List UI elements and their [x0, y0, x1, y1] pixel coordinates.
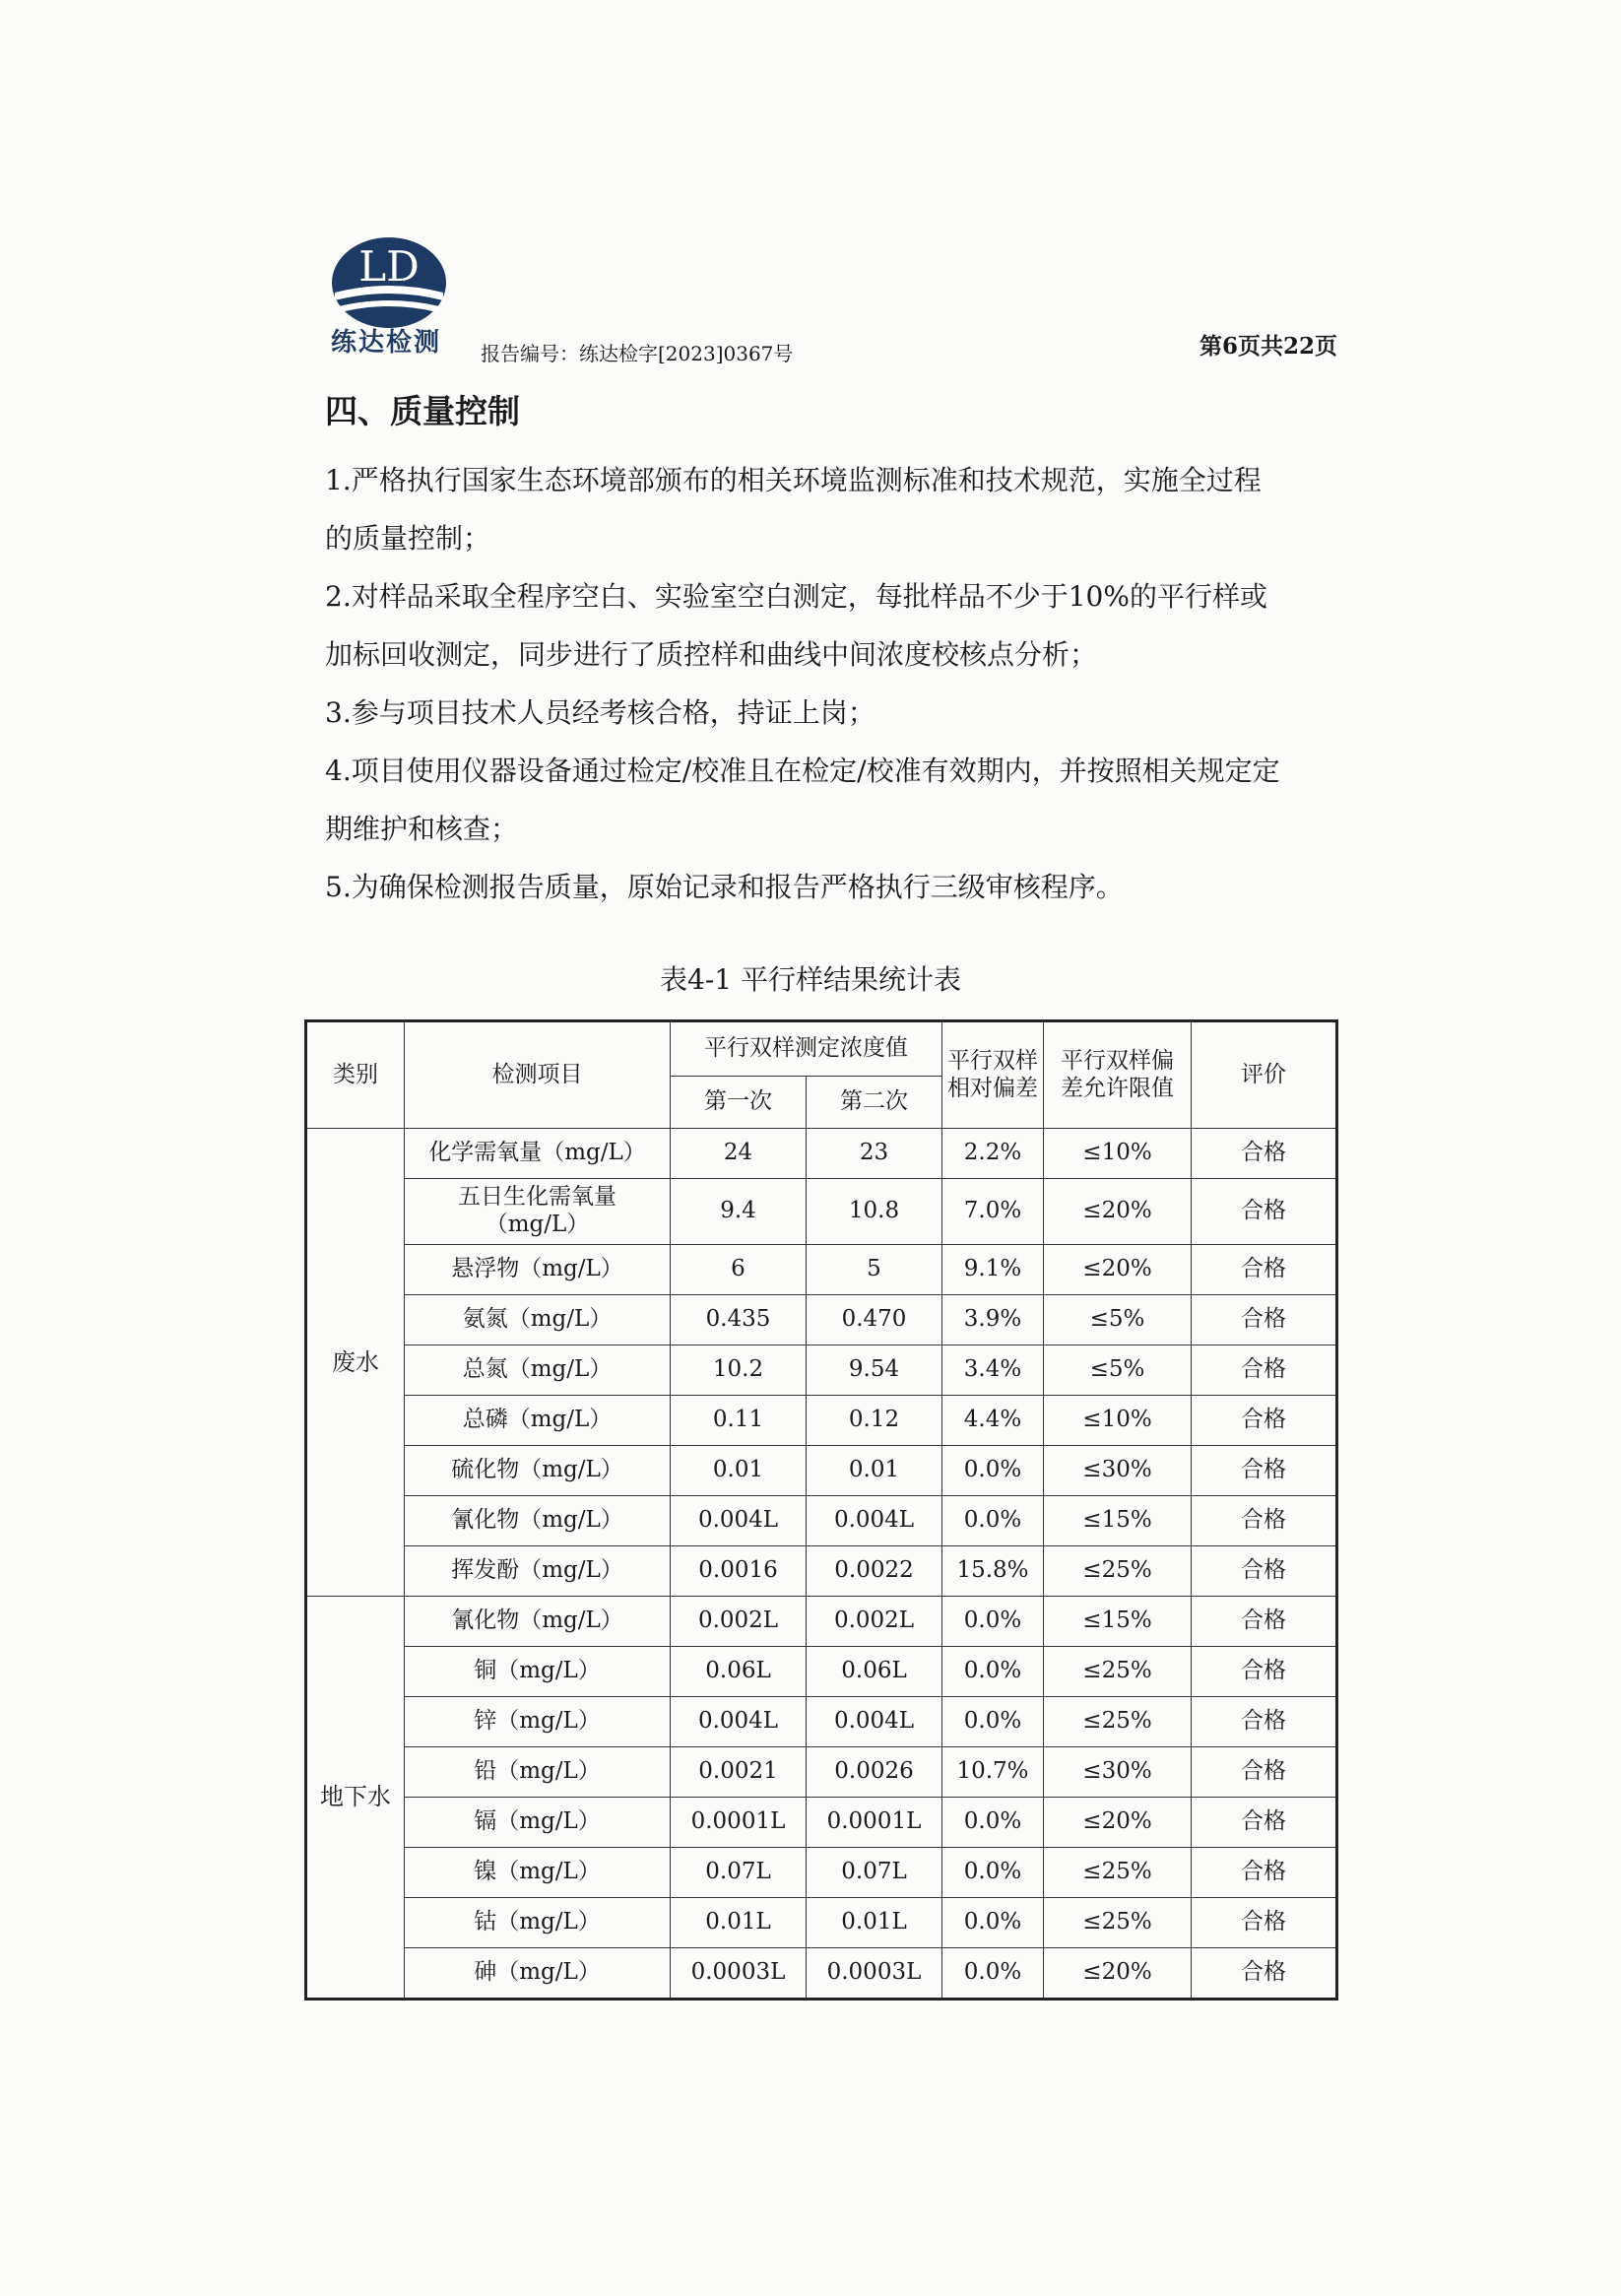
parallel-sample-table — [304, 1019, 1338, 2001]
first-cell: 0.0001L — [671, 1798, 807, 1848]
section-title: 四、质量控制 — [325, 392, 520, 430]
item-cell: 铅（mg/L） — [405, 1747, 671, 1798]
body-line: 期维护和核查； — [325, 813, 519, 845]
limit-cell: ≤10% — [1044, 1129, 1192, 1179]
header-allowed-limit-line2: 差允许限值 — [1061, 1075, 1174, 1101]
first-cell: 0.01L — [671, 1898, 807, 1948]
limit-cell: ≤25% — [1044, 1898, 1192, 1948]
first-cell: 0.004L — [671, 1697, 807, 1747]
limit-cell: ≤30% — [1044, 1446, 1192, 1496]
eval-cell: 合格 — [1192, 1647, 1337, 1697]
body-line: 的质量控制； — [325, 522, 491, 555]
second-cell: 0.004L — [807, 1697, 942, 1747]
header-relative-deviation — [942, 1021, 1044, 1129]
limit-cell: ≤25% — [1044, 1546, 1192, 1597]
first-cell: 0.0016 — [671, 1546, 807, 1597]
table-row — [306, 1129, 1337, 1179]
limit-cell: ≤20% — [1044, 1179, 1192, 1245]
rel-cell: 7.0% — [942, 1179, 1044, 1245]
header-category: 类别 — [306, 1021, 405, 1129]
second-cell: 0.01L — [807, 1898, 942, 1948]
rel-cell: 0.0% — [942, 1647, 1044, 1697]
logo-caption: 练达检测 — [331, 328, 442, 358]
eval-cell: 合格 — [1192, 1396, 1337, 1446]
table-row — [306, 1396, 1337, 1446]
report-number: 报告编号：练达检字[2023]0367号 — [481, 342, 794, 365]
rel-cell: 4.4% — [942, 1396, 1044, 1446]
category-cell: 地下水 — [306, 1597, 405, 2000]
limit-cell: ≤5% — [1044, 1295, 1192, 1345]
item-cell: 钴（mg/L） — [405, 1898, 671, 1948]
item-cell: 氨氮（mg/L） — [405, 1295, 671, 1345]
rel-cell: 3.9% — [942, 1295, 1044, 1345]
header-concentration: 平行双样测定浓度值 — [671, 1021, 942, 1077]
rel-cell: 0.0% — [942, 1848, 1044, 1898]
second-cell: 5 — [807, 1245, 942, 1295]
first-cell: 0.11 — [671, 1396, 807, 1446]
eval-cell: 合格 — [1192, 1245, 1337, 1295]
second-cell: 0.0001L — [807, 1798, 942, 1848]
rel-cell: 10.7% — [942, 1747, 1044, 1798]
item-cell: 悬浮物（mg/L） — [405, 1245, 671, 1295]
item-cell: 化学需氧量（mg/L） — [405, 1129, 671, 1179]
item-cell: 氰化物（mg/L） — [405, 1496, 671, 1546]
item-cell: 铜（mg/L） — [405, 1647, 671, 1697]
table-row — [306, 1179, 1337, 1245]
logo-letters: LD — [358, 242, 420, 291]
header-relative-deviation-line1: 平行双样 — [947, 1047, 1038, 1074]
header-relative-deviation-line2: 相对偏差 — [947, 1075, 1038, 1101]
item-cell: 镉（mg/L） — [405, 1798, 671, 1848]
eval-cell: 合格 — [1192, 1848, 1337, 1898]
header-first: 第一次 — [671, 1077, 807, 1129]
limit-cell: ≤25% — [1044, 1697, 1192, 1747]
rel-cell: 0.0% — [942, 1898, 1044, 1948]
eval-cell: 合格 — [1192, 1697, 1337, 1747]
eval-cell: 合格 — [1192, 1546, 1337, 1597]
limit-cell: ≤15% — [1044, 1597, 1192, 1647]
table-row — [306, 1948, 1337, 2000]
header-item: 检测项目 — [405, 1021, 671, 1129]
second-cell: 0.07L — [807, 1848, 942, 1898]
header-allowed-limit-line1: 平行双样偏 — [1061, 1047, 1174, 1074]
first-cell: 0.01 — [671, 1446, 807, 1496]
table-row — [306, 1798, 1337, 1848]
table-row — [306, 1496, 1337, 1546]
header-second: 第二次 — [807, 1077, 942, 1129]
limit-cell: ≤15% — [1044, 1496, 1192, 1546]
table-row — [306, 1245, 1337, 1295]
body-line: 1.严格执行国家生态环境部颁布的相关环境监测标准和技术规范，实施全过程 — [325, 464, 1262, 496]
rel-cell: 3.4% — [942, 1345, 1044, 1396]
eval-cell: 合格 — [1192, 1295, 1337, 1345]
item-cell: 锌（mg/L） — [405, 1697, 671, 1747]
header-evaluation: 评价 — [1192, 1021, 1337, 1129]
table-row — [306, 1848, 1337, 1898]
second-cell: 0.12 — [807, 1396, 942, 1446]
second-cell: 0.0022 — [807, 1546, 942, 1597]
body-line: 5.为确保检测报告质量，原始记录和报告严格执行三级审核程序。 — [325, 871, 1124, 903]
category-cell: 废水 — [306, 1129, 405, 1597]
limit-cell: ≤10% — [1044, 1396, 1192, 1446]
eval-cell: 合格 — [1192, 1179, 1337, 1245]
item-cell: 挥发酚（mg/L） — [405, 1546, 671, 1597]
second-cell: 0.06L — [807, 1647, 942, 1697]
item-cell: 硫化物（mg/L） — [405, 1446, 671, 1496]
eval-cell: 合格 — [1192, 1798, 1337, 1848]
table-caption: 表4-1 平行样结果统计表 — [660, 963, 961, 996]
second-cell: 0.01 — [807, 1446, 942, 1496]
second-cell: 0.0003L — [807, 1948, 942, 2000]
rel-cell: 0.0% — [942, 1798, 1044, 1848]
body-line: 2.对样品采取全程序空白、实验室空白测定，每批样品不少于10%的平行样或 — [325, 580, 1267, 613]
item-cell: 砷（mg/L） — [405, 1948, 671, 2000]
second-cell: 0.470 — [807, 1295, 942, 1345]
second-cell: 0.004L — [807, 1496, 942, 1546]
eval-cell: 合格 — [1192, 1496, 1337, 1546]
limit-cell: ≤20% — [1044, 1948, 1192, 2000]
limit-cell: ≤30% — [1044, 1747, 1192, 1798]
first-cell: 9.4 — [671, 1179, 807, 1245]
item-cell: 五日生化需氧量（mg/L） — [405, 1179, 671, 1245]
page-number: 第6页共22页 — [1199, 333, 1337, 360]
item-cell: 氰化物（mg/L） — [405, 1597, 671, 1647]
eval-cell: 合格 — [1192, 1948, 1337, 2000]
rel-cell: 9.1% — [942, 1245, 1044, 1295]
rel-cell: 0.0% — [942, 1496, 1044, 1546]
table-row — [306, 1295, 1337, 1345]
table-row — [306, 1446, 1337, 1496]
limit-cell: ≤25% — [1044, 1848, 1192, 1898]
first-cell: 0.0003L — [671, 1948, 807, 2000]
second-cell: 10.8 — [807, 1179, 942, 1245]
rel-cell: 0.0% — [942, 1948, 1044, 2000]
table-row — [306, 1597, 1337, 1647]
table-row — [306, 1697, 1337, 1747]
section-body — [325, 451, 1349, 916]
header-allowed-limit — [1044, 1021, 1192, 1129]
table-row — [306, 1345, 1337, 1396]
rel-cell: 15.8% — [942, 1546, 1044, 1597]
second-cell: 0.002L — [807, 1597, 942, 1647]
table-row — [306, 1898, 1337, 1948]
item-cell: 镍（mg/L） — [405, 1848, 671, 1898]
limit-cell: ≤20% — [1044, 1798, 1192, 1848]
first-cell: 0.06L — [671, 1647, 807, 1697]
eval-cell: 合格 — [1192, 1597, 1337, 1647]
table-row — [306, 1747, 1337, 1798]
second-cell: 9.54 — [807, 1345, 942, 1396]
first-cell: 0.004L — [671, 1496, 807, 1546]
eval-cell: 合格 — [1192, 1898, 1337, 1948]
eval-cell: 合格 — [1192, 1345, 1337, 1396]
first-cell: 10.2 — [671, 1345, 807, 1396]
first-cell: 0.435 — [671, 1295, 807, 1345]
eval-cell: 合格 — [1192, 1446, 1337, 1496]
rel-cell: 0.0% — [942, 1597, 1044, 1647]
body-line: 3.参与项目技术人员经考核合格，持证上岗； — [325, 696, 875, 729]
limit-cell: ≤20% — [1044, 1245, 1192, 1295]
body-line: 加标回收测定，同步进行了质控样和曲线中间浓度校核点分析； — [325, 638, 1098, 671]
first-cell: 0.0021 — [671, 1747, 807, 1798]
rel-cell: 0.0% — [942, 1697, 1044, 1747]
second-cell: 23 — [807, 1129, 942, 1179]
eval-cell: 合格 — [1192, 1747, 1337, 1798]
item-cell: 总磷（mg/L） — [405, 1396, 671, 1446]
first-cell: 0.002L — [671, 1597, 807, 1647]
limit-cell: ≤5% — [1044, 1345, 1192, 1396]
first-cell: 0.07L — [671, 1848, 807, 1898]
second-cell: 0.0026 — [807, 1747, 942, 1798]
limit-cell: ≤25% — [1044, 1647, 1192, 1697]
table-row — [306, 1647, 1337, 1697]
first-cell: 24 — [671, 1129, 807, 1179]
table-row — [306, 1546, 1337, 1597]
item-cell: 总氮（mg/L） — [405, 1345, 671, 1396]
first-cell: 6 — [671, 1245, 807, 1295]
eval-cell: 合格 — [1192, 1129, 1337, 1179]
rel-cell: 2.2% — [942, 1129, 1044, 1179]
body-line: 4.项目使用仪器设备通过检定/校准且在检定/校准有效期内，并按照相关规定定 — [325, 754, 1280, 787]
rel-cell: 0.0% — [942, 1446, 1044, 1496]
